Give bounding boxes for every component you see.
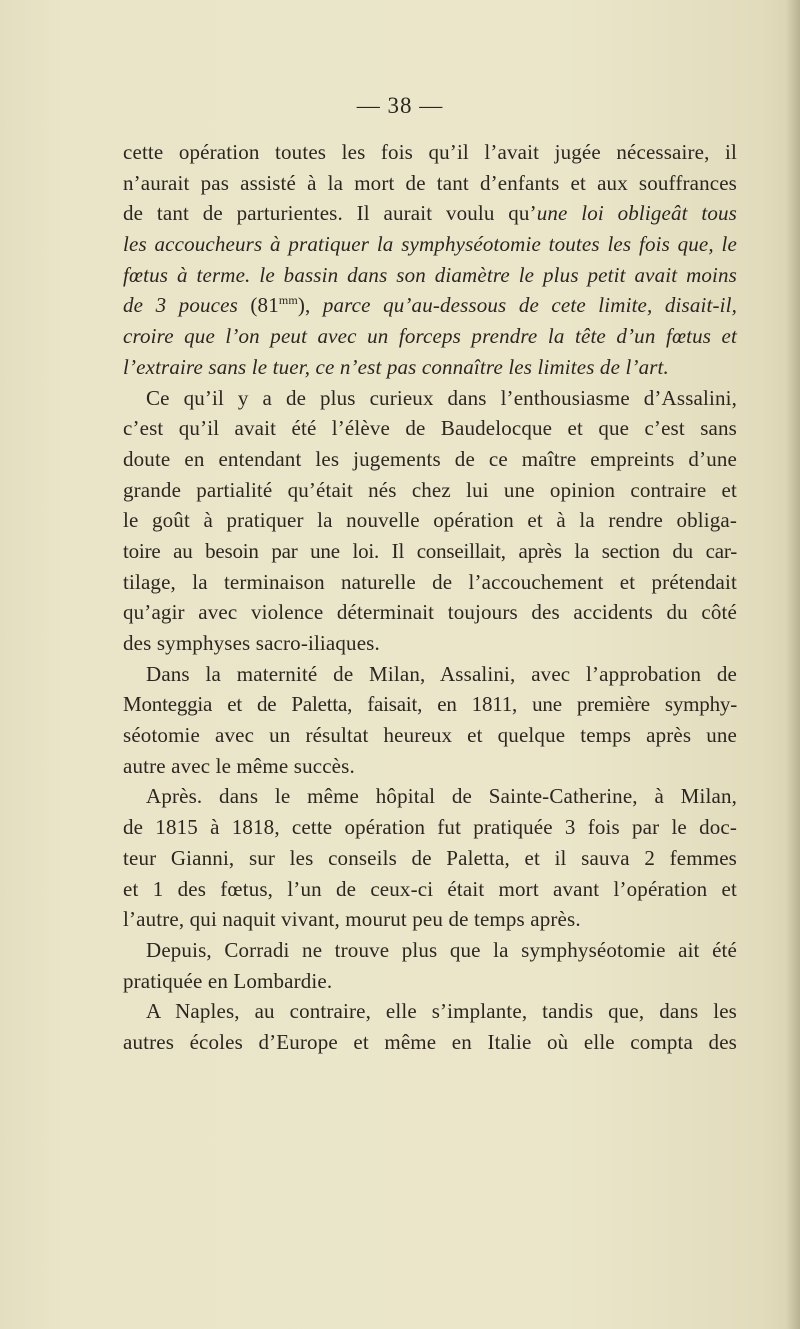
paragraph-first-line: Après. dans le même hôpital de Sainte-Catherine, à Milan, [146, 784, 737, 809]
text-line: autres écoles d’Europe et même en Italie où elle compta des [123, 1029, 737, 1054]
italic-run: parce qu’au-dessous de cete limite, disait-il, [322, 293, 737, 318]
italic-line: les accoucheurs à pratiquer la symphyséotomie toutes les fois que, le [123, 232, 737, 257]
page-edge-shadow [786, 0, 800, 1329]
text-run: ), [297, 293, 323, 318]
text-line: tilage, la terminaison naturelle de l’accouchement et prétendait [123, 569, 737, 594]
text-line: Monteggia et de Paletta, faisait, en 1811, une première symphy- [123, 692, 737, 717]
text-line: de 1815 à 1818, cette opération fut pratiquée 3 fois par le doc- [123, 815, 737, 840]
italic-run: une loi obligeât tous [536, 201, 737, 226]
text-line: grande partialité qu’était nés chez lui une opinion contraire et [123, 477, 737, 502]
superscript-unit: mm [278, 293, 298, 308]
text-line: toire au besoin par une loi. Il conseillait, après la section du car- [123, 538, 737, 563]
paragraph-first-line: Depuis, Corradi ne trouve plus que la symphyséotomie ait été [146, 937, 737, 962]
text-line: et 1 des fœtus, l’un de ceux-ci était mort avant l’opération et [123, 876, 737, 901]
text-line: des symphyses sacro-iliaques. [123, 631, 380, 655]
text-run: (81 [237, 293, 279, 318]
italic-run: de 3 pouces [123, 293, 238, 318]
text-line: n’aurait pas assisté à la mort de tant d’enfants et aux souffrances [123, 170, 737, 195]
paragraph-first-line: A Naples, au contraire, elle s’implante, tandis que, dans les [146, 999, 737, 1024]
text-line: séotomie avec un résultat heureux et quelque temps après une [123, 723, 737, 748]
text-line: autre avec le même succès. [123, 753, 355, 778]
text-line [123, 290, 737, 321]
text-line: cette opération toutes les fois qu’il l’avait jugée nécessaire, il [123, 140, 737, 164]
paragraph-first-line: Dans la maternité de Milan, Assalini, avec l’approbation de [146, 661, 737, 686]
text-line: doute en entendant les jugements de ce maître empreints d’une [123, 446, 737, 471]
italic-line: l’extraire sans le tuer, ce n’est pas connaître les limites de l’art. [123, 354, 669, 379]
text-line: teur Gianni, sur les conseils de Paletta, et il sauva 2 femmes [123, 845, 737, 870]
body-text [123, 137, 737, 1058]
paragraph-first-line: Ce qu’il y a de plus curieux dans l’enthousiasme d’Assalini, [146, 385, 737, 410]
page-number: — 38 — [356, 93, 444, 118]
italic-line: croire que l’on peut avec un forceps prendre la tête d’un fœtus et [123, 324, 737, 349]
text-line: c’est qu’il avait été l’élève de Baudelocque et que c’est sans [123, 416, 737, 441]
text-line: qu’agir avec violence déterminait toujours des accidents du côté [123, 600, 737, 625]
text-line [123, 198, 737, 229]
text-line: pratiquée en Lombardie. [123, 968, 333, 993]
italic-line: fœtus à terme. le bassin dans son diamètre le plus petit avait moins [123, 262, 737, 287]
text-line: le goût à pratiquer la nouvelle opération et à la rendre obliga- [123, 508, 737, 533]
text-line: l’autre, qui naquit vivant, mourut peu de temps après. [123, 907, 581, 932]
text-run: de tant de parturientes. Il aurait voulu qu’ [123, 201, 537, 226]
